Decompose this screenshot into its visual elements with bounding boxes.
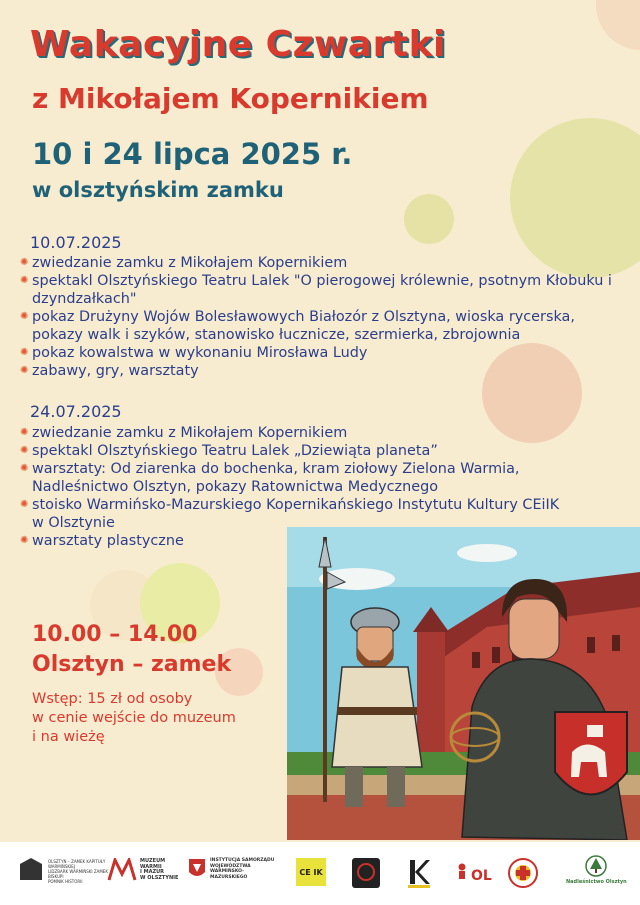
list-item: ✺ spektakl Olsztyńskiego Teatru Lalek "O pierogowej królewnie, psotnym Kłobuku i dzyndzałkach" — [20, 272, 625, 308]
decor-circle-top-right — [596, 0, 640, 50]
list-item: ✺ spektakl Olsztyńskiego Teatru Lalek „Dziewiąta planeta” — [20, 442, 560, 460]
logo-text: Nadleśnictwo Olsztyn — [566, 879, 627, 885]
bialozor-emblem-icon — [352, 858, 380, 888]
logo-medical — [508, 858, 538, 888]
logo-text: OL — [471, 868, 492, 884]
poster-subtitle: z Mikołajem Kopernikiem — [32, 82, 429, 115]
muzeum-m-icon — [107, 858, 137, 882]
logo-text: I MAZUR — [140, 869, 164, 875]
event-location: Olsztyn – zamek — [32, 652, 232, 677]
day1-list — [20, 254, 625, 380]
knight-leg — [345, 767, 363, 807]
event-hours: 10.00 – 14.00 — [32, 622, 198, 647]
poster-title: Wakacyjne Czwartki — [30, 24, 446, 65]
event-dates: 10 i 24 lipca 2025 r. — [32, 137, 353, 171]
logo-muzeum — [107, 858, 178, 882]
logo-text: MUZEUM — [140, 858, 166, 864]
list-item: ✺ warsztaty: Od ziarenka do bochenka, kram ziołowy Zielona Warmia, Nadleśnictwo Olsztyn, pokazy Ratownictwa Medycznego — [20, 460, 560, 496]
logo-text: POMNIK HISTORII — [48, 878, 83, 884]
cloud — [457, 544, 517, 562]
day2-date: 24.07.2025 — [30, 402, 122, 421]
list-item: ✺ pokaz Drużyny Wojów Bolesławowych Białozór z Olsztyna, wioska rycerska, pokazy walk i szyków, stanowisko łucznicze, szermierka, zbrojownia — [20, 308, 625, 344]
day1-date: 10.07.2025 — [30, 233, 122, 252]
entry-line: w cenie wejście do muzeum — [32, 710, 236, 726]
list-item: ✺ warsztaty plastyczne — [20, 532, 560, 550]
tree-icon — [585, 855, 607, 877]
logo-text: INSTYTUCJA SAMORZĄDU WOJEWÓDZTWA WARMIŃSKO-MAZURSKIEGO — [210, 858, 275, 880]
logo-instytucja — [188, 858, 280, 880]
logo-bialozor — [352, 858, 380, 888]
medical-badge-icon — [508, 858, 538, 888]
event-place: w olsztyńskim zamku — [32, 178, 284, 202]
logo-ol — [455, 858, 492, 884]
list-item: ✺ zwiedzanie zamku z Mikołajem Kopernikiem — [20, 254, 625, 272]
list-item: ✺ pokaz kowalstwa w wykonaniu Mirosława Ludy — [20, 344, 625, 362]
logo-text: WARMII — [140, 863, 162, 870]
entry-line: Wstęp: 15 zł od osoby — [32, 691, 193, 707]
k-letter-icon — [408, 858, 430, 888]
copernicus-face — [509, 599, 559, 659]
logo-text: CE IK — [296, 858, 326, 886]
knight-leg — [387, 767, 405, 807]
shield-flag — [587, 725, 603, 737]
logo-ceik — [296, 858, 326, 886]
list-item: ✺ zwiedzanie zamku z Mikołajem Kopernikiem — [20, 424, 560, 442]
pomnik-historii-icon — [18, 858, 44, 884]
castle-illustration — [287, 527, 640, 840]
logo-nadlesnictwo — [566, 855, 627, 885]
logo-text: LIDZBARK WARMIŃSKI ZAMEK BISKUPI — [48, 868, 108, 879]
logo-k — [408, 858, 430, 888]
logo-text: W OLSZTYNIE — [140, 874, 179, 881]
coat-of-arms-icon — [188, 858, 206, 880]
entry-info — [32, 690, 236, 747]
knight-tunic — [332, 667, 422, 767]
castle-tower — [417, 632, 445, 772]
entry-line: i na wieżę — [32, 729, 105, 745]
logo-olsztyn-zamek — [18, 858, 110, 884]
knight-belt — [337, 707, 417, 715]
decor-circle-small — [404, 194, 454, 244]
list-item: ✺ stoisko Warmińsko-Mazurskiego Kopernikańskiego Instytutu Kultury CEiIK w Olsztynie — [20, 496, 560, 532]
list-item: ✺ zabawy, gry, warsztaty — [20, 362, 625, 380]
figure-icon — [455, 863, 469, 879]
logo-text: OLSZTYN – ZAMEK KAPITUŁY WARMIŃSKIEJ — [48, 858, 106, 869]
